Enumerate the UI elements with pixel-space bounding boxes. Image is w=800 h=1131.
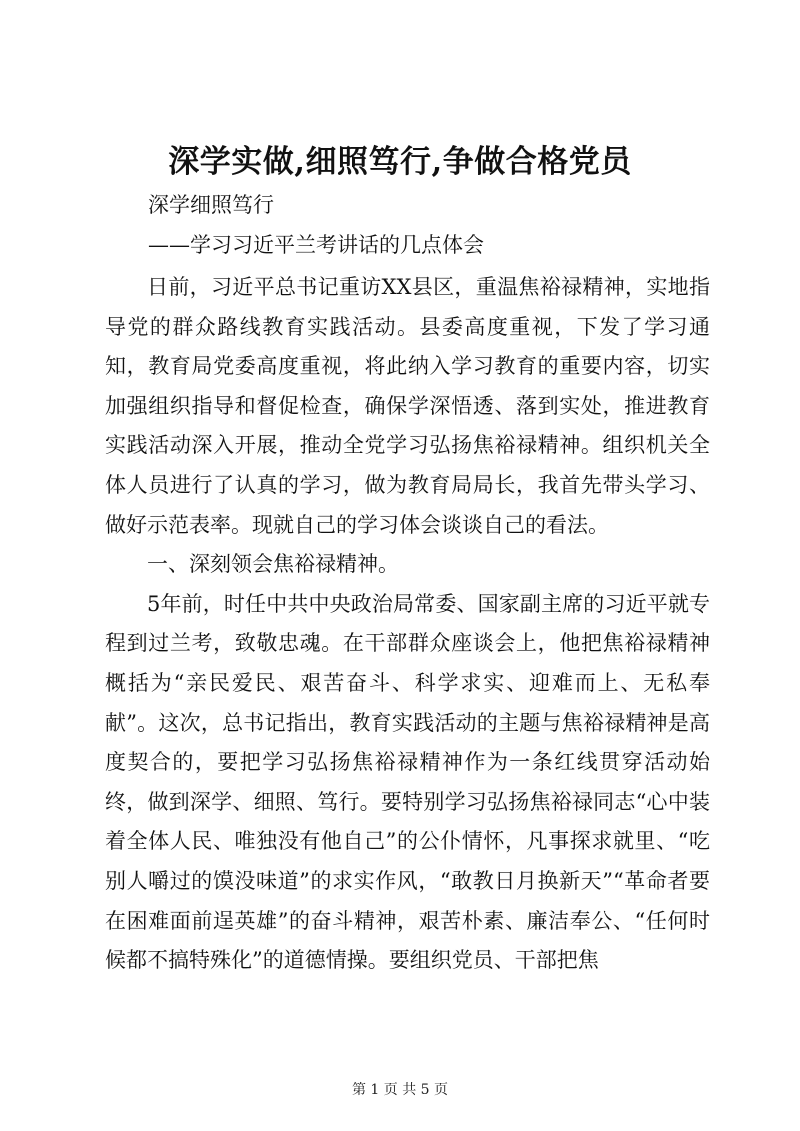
paragraph-intro: 日前，习近平总书记重访XX县区，重温焦裕禄精神，实地指导党的群众路线教育实践活动。县委高度重视，下发了学习通知，教育局党委高度重视，将此纳入学习教育的重要内容，切实加强组织指导和督促检查，确保学深悟透、落到实处，推进教育实践活动深入开展，推动全党学习弘扬焦裕禄精神。组织机关全体人员进行了认真的学习，做为教育局局长，我首先带头学习、做好示范表率。现就自己的学习体会谈谈自己的看法。: [105, 275, 710, 537]
paragraph-section-1: 5年前，时任中共中央政治局常委、国家副主席的习近平就专程到过兰考，致敬忠魂。在干部群众座谈会上，他把焦裕禄精神概括为“亲民爱民、艰苦奋斗、科学求实、迎难而上、无私奉献”。这次，总书记指出，教育实践活动的主题与焦裕禄精神是高度契合的，要把学习弘扬焦裕禄精神作为一条红线贯穿活动始终，做到深学、细照、笃行。要特别学习弘扬焦裕禄同志“心中装着全体人民、唯独没有他自己”的公仆情怀，凡事探求就里、“吃别人嚼过的馍没味道”的求实作风，“敢教日月换新天”“革命者要在困难面前逞英雄”的奋斗精神，艰苦朴素、廉洁奉公、“任何时候都不搞特殊化”的道德情操。要组织党员、干部把焦: [105, 591, 710, 973]
page-number-footer: 第 1 页 共 5 页: [351, 1082, 449, 1098]
document-body: [105, 268, 710, 981]
section-heading-1: 一、深刻领会焦裕禄精神。: [147, 552, 399, 577]
document-title: 深学实做,细照笃行,争做合格党员: [168, 144, 632, 180]
document-subtitle: 深学细照笃行: [148, 193, 274, 217]
document-subtitle-secondary: ——学习习近平兰考讲话的几点体会: [148, 233, 484, 257]
